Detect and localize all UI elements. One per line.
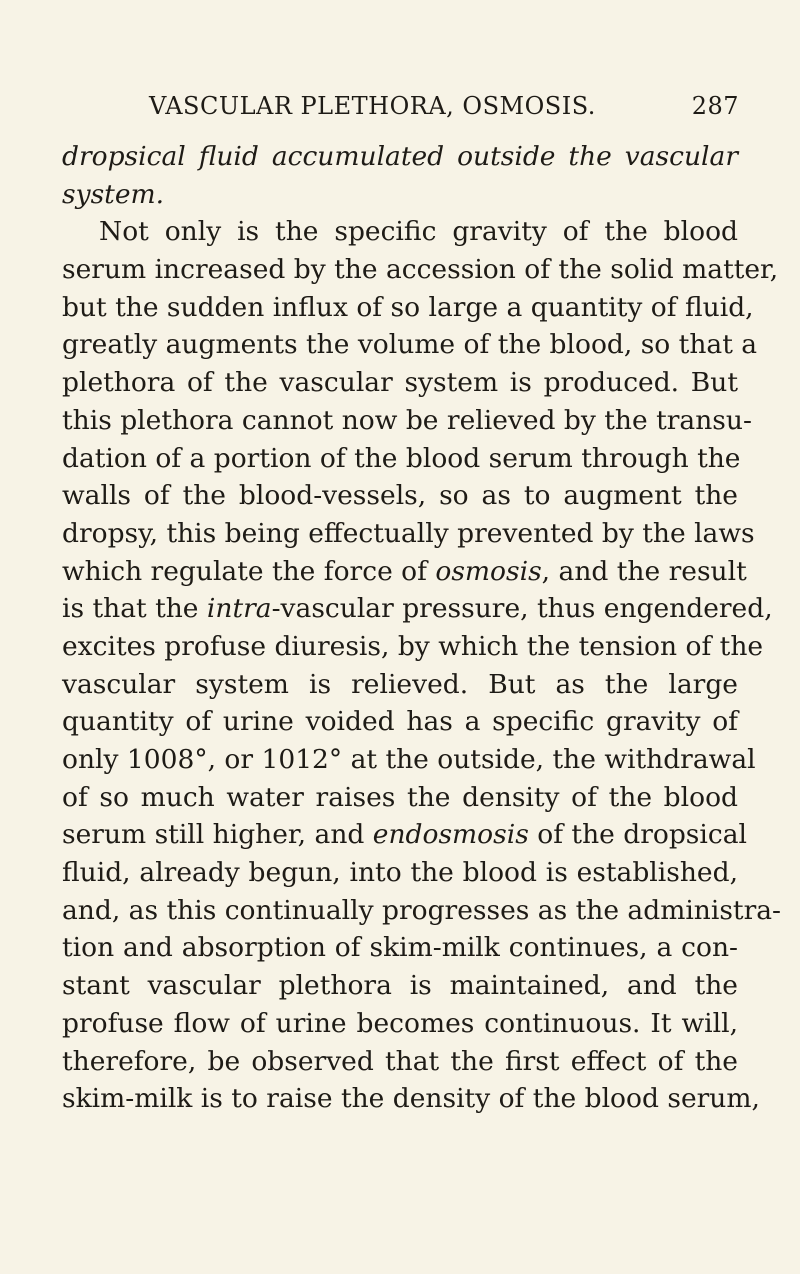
text-line [62, 364, 738, 402]
text-run: therefore, be observed that the first effect of the [62, 1045, 738, 1077]
text-line [62, 251, 779, 289]
text-run: tion and absorption of skim-milk continues, a con- [62, 932, 738, 964]
text-run: profuse flow of urine becomes continuous. It will, [62, 1007, 738, 1039]
text-run: walls of the blood-vessels, so as to augment the [62, 480, 738, 512]
text-line [62, 967, 738, 1005]
text-line [62, 854, 738, 892]
text-line [62, 289, 754, 327]
text-run: quantity of urine voided has a specific gravity of [62, 706, 738, 738]
text-run: but the sudden influx of so large a quantity of fluid, [62, 291, 754, 323]
text-line [62, 553, 747, 591]
text-run: skim-milk is to raise the density of the blood serum, [62, 1083, 760, 1115]
text-run: only 1008°, or 1012° at the outside, the withdrawal [62, 744, 756, 775]
text-line [62, 1043, 738, 1081]
text-run: dropsy, this being effectually prevented by the laws [62, 517, 755, 549]
text-run: , and the result [541, 555, 747, 587]
italic-text: system. [62, 178, 165, 210]
text-line [62, 779, 738, 817]
text-run: and, as this continually progresses as the administra- [62, 894, 782, 926]
running-head [149, 92, 739, 126]
italic-text: osmosis [435, 555, 542, 587]
text-run: -vascular pressure, thus engendered, [271, 593, 773, 625]
text-line [62, 440, 741, 478]
text-line [62, 892, 782, 930]
text-run: vascular system is relieved. But as the large [62, 668, 738, 700]
running-title: VASCULAR PLETHORA, OSMOSIS. [149, 92, 596, 120]
text-line [62, 816, 747, 854]
text-line [62, 477, 738, 515]
text-line [62, 176, 738, 214]
text-line [62, 929, 738, 967]
text-run: Not only is the specific gravity of the blood [99, 216, 738, 248]
text-run: of the dropsical [528, 819, 747, 851]
italic-text: intra [206, 593, 272, 625]
text-run: is that the [62, 593, 207, 625]
text-line [62, 402, 752, 440]
text-line [62, 213, 738, 251]
text-line [62, 741, 756, 779]
text-run: serum increased by the accession of the solid matter, [62, 254, 779, 286]
text-run: this plethora cannot now be relieved by the transu- [62, 404, 752, 436]
text-line [62, 138, 738, 176]
text-run: excites profuse diuresis, by which the tension of the [62, 630, 764, 662]
text-line [62, 666, 738, 704]
text-run: dation of a portion of the blood serum through the [62, 442, 741, 474]
text-line [62, 628, 764, 666]
italic-text: endosmosis [372, 819, 529, 851]
text-run: fluid, already begun, into the blood is established, [62, 857, 738, 889]
text-line [62, 590, 773, 628]
text-run: of so much water raises the density of the blood [62, 781, 738, 813]
text-run: plethora of the vascular system is produced. But [62, 367, 738, 399]
text-line [62, 703, 738, 741]
italic-text: dropsical fluid accumulated outside the vascular [62, 141, 738, 172]
page-number: 287 [691, 92, 739, 120]
text-run: stant vascular plethora is maintained, and the [62, 970, 738, 1002]
text-run: which regulate the force of [62, 555, 436, 587]
text-run: serum still higher, and [62, 819, 373, 851]
text-line [62, 326, 758, 364]
body-text [62, 138, 782, 1118]
text-line [62, 1080, 760, 1118]
text-run: greatly augments the volume of the blood, so that a [62, 329, 758, 361]
text-line [62, 1005, 738, 1043]
text-line [62, 515, 755, 553]
